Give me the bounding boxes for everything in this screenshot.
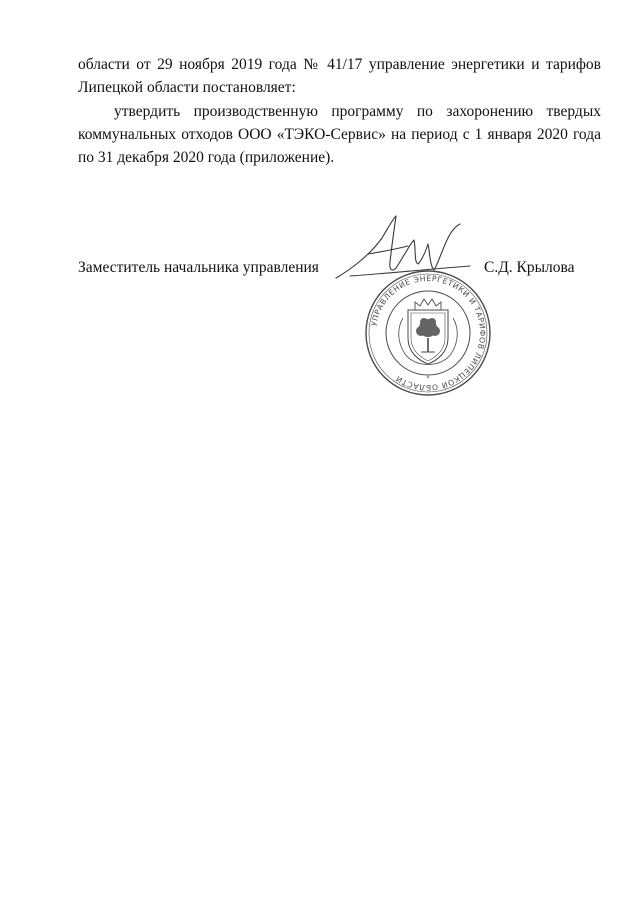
- official-stamp: [363, 268, 493, 398]
- paragraph2-line1: утвердить производственную программу по захоронению твердых: [114, 103, 601, 120]
- paragraph-decision: [78, 100, 601, 169]
- paragraph2-line2: коммунальных отходов ООО «ТЭКО-Сервис» на период с 1 января 2020 года: [78, 126, 601, 143]
- svg-text:*: *: [426, 375, 430, 382]
- stamp-ring-text: УПРАВЛЕНИЕ ЭНЕРГЕТИКИ И ТАРИФОВ ЛИПЕЦКОЙ ОБЛАСТИ: [369, 273, 488, 393]
- paragraph-resolution-intro: [78, 53, 601, 99]
- paragraph1-line1: области от 29 ноября 2019 года № 41/17 управление энергетики и тарифов: [78, 56, 601, 73]
- signatory-title: Заместитель начальника управления: [78, 259, 319, 276]
- signatory-name: С.Д. Крылова: [484, 259, 575, 276]
- paragraph2-line3: по 31 декабря 2020 года (приложение).: [78, 149, 335, 166]
- paragraph1-line2: Липецкой области постановляет:: [78, 79, 296, 96]
